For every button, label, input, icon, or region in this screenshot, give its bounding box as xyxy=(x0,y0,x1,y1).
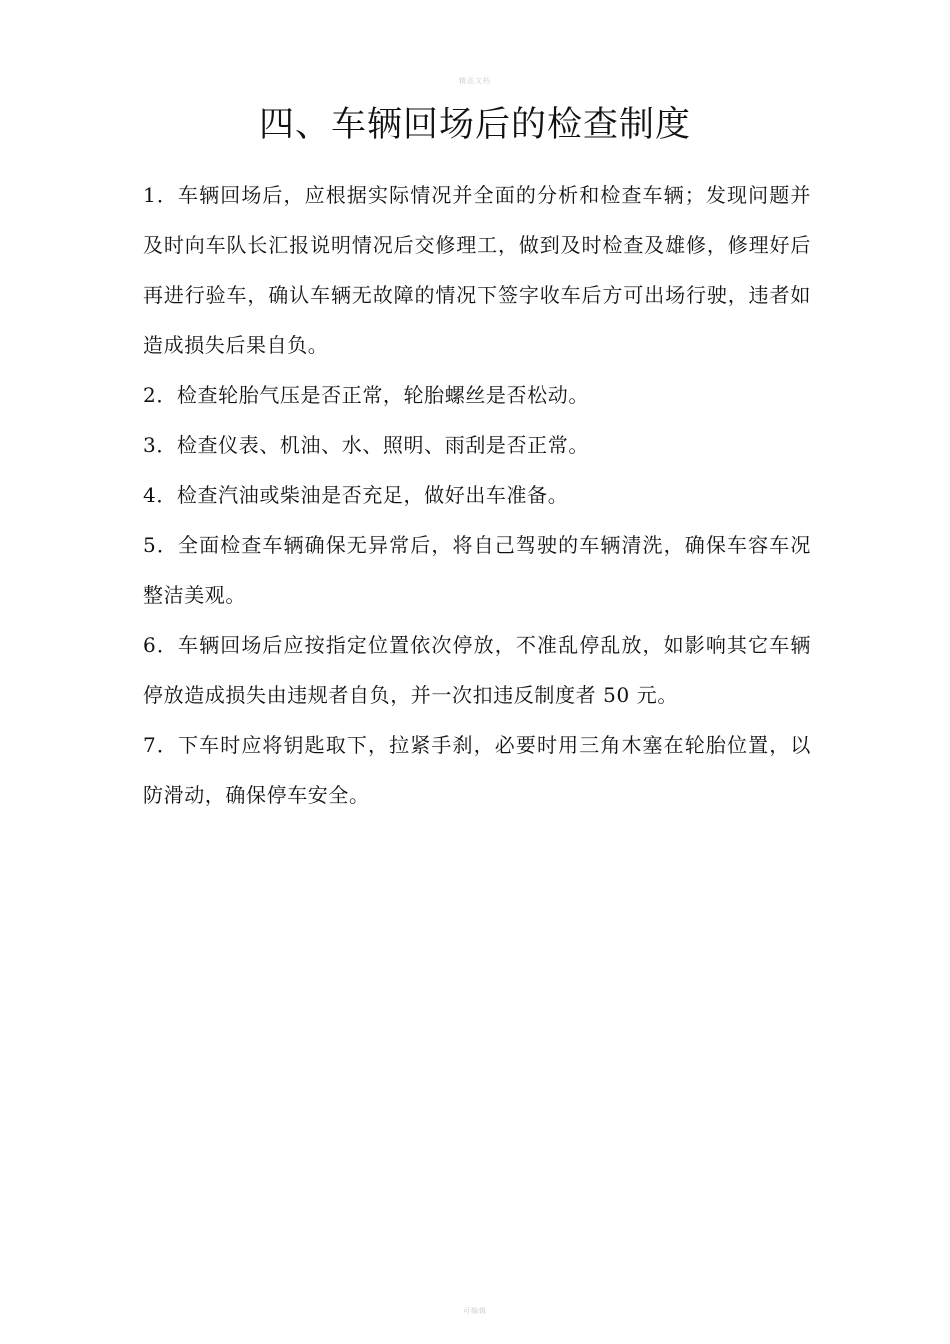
page-title: 四、车辆回场后的检查制度 xyxy=(258,105,691,145)
footer-watermark: 可编辑 xyxy=(463,1307,487,1315)
document-body xyxy=(143,170,811,820)
rule-item-2: 2．检查轮胎气压是否正常，轮胎螺丝是否松动。 xyxy=(143,383,589,407)
rule-item-7: 7．下车时应将钥匙取下，拉紧手刹，必要时用三角木塞在轮胎位置，以防滑动，确保停车安全。 xyxy=(143,733,811,807)
header-watermark: 精品文档 xyxy=(459,77,491,85)
rule-item-1: 1．车辆回场后，应根据实际情况并全面的分析和检查车辆；发现问题并及时向车队长汇报说明情况后交修理工，做到及时检查及雄修，修理好后再进行验车，确认车辆无故障的情况下签字收车后方可出场行驶，违者如造成损失后果自负。 xyxy=(143,183,811,357)
rule-item-4: 4．检查汽油或柴油是否充足，做好出车准备。 xyxy=(143,483,569,507)
rule-item-6: 6．车辆回场后应按指定位置依次停放，不准乱停乱放，如影响其它车辆停放造成损失由违规者自负，并一次扣违反制度者 50 元。 xyxy=(143,633,811,707)
rule-item-5: 5．全面检查车辆确保无异常后，将自己驾驶的车辆清洗，确保车容车况整洁美观。 xyxy=(143,533,811,607)
rule-item-3: 3．检查仪表、机油、水、照明、雨刮是否正常。 xyxy=(143,433,589,457)
